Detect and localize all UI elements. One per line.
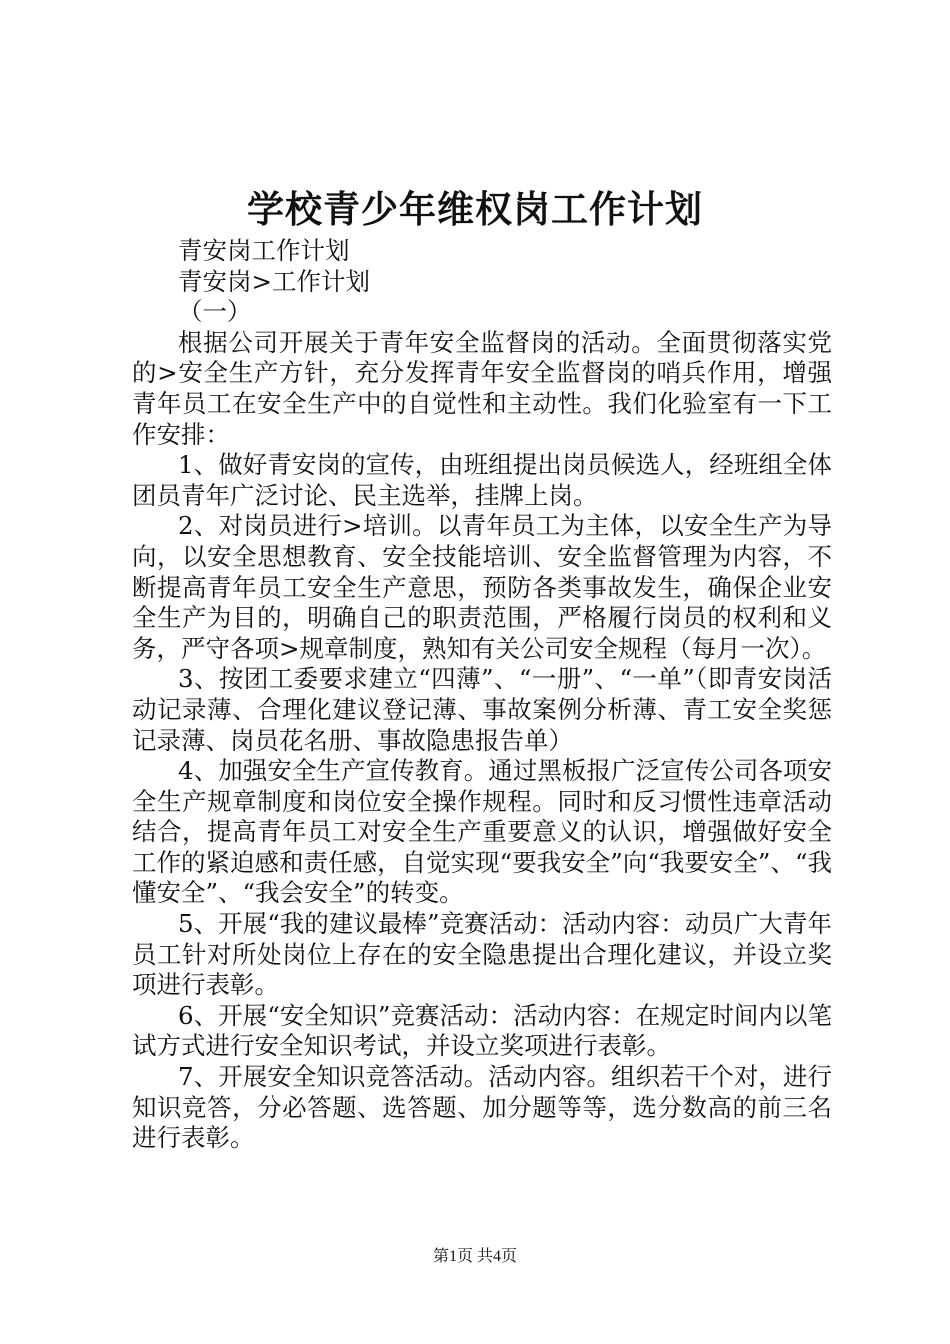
page-title: 学校青少年维权岗工作计划 xyxy=(247,187,703,231)
paragraph-item-4: 4、加强安全生产宣传教育。通过黑板报广泛宣传公司各项安全生产规章制度和岗位安全操作规程。同时和反习惯性违章活动结合，提高青年员工对安全生产重要意义的认识，增强做好安全工作的紧迫感和责任感，自觉实现“要我安全”向“我要安全”、“我懂安全”、“我会安全”的转变。 xyxy=(132,756,832,908)
paragraph-item-5: 5、开展“我的建议最棒”竞赛活动：活动内容：动员广大青年员工针对所处岗位上存在的安全隐患提出合理化建议，并设立奖项进行表彰。 xyxy=(132,909,832,1000)
paragraph-intro: 根据公司开展关于青年安全监督岗的活动。全面贯彻落实党的>安全生产方针，充分发挥青年安全监督岗的哨兵作用，增强青年员工在安全生产中的自觉性和主动性。我们化验室有一下工作安排： xyxy=(132,327,832,449)
subtitle-line: 青安岗工作计划 xyxy=(178,236,350,265)
subtitle-line: 青安岗>工作计划 xyxy=(178,266,371,296)
document-body xyxy=(132,236,832,1154)
paragraph-item-1: 1、做好青安岗的宣传，由班组提出岗员候选人，经班组全体团员青年广泛讨论、民主选举，挂牌上岗。 xyxy=(132,450,832,510)
page-indicator: 第1页 共4页 xyxy=(432,1248,517,1265)
section-number: （一） xyxy=(178,297,252,327)
paragraph-item-6: 6、开展“安全知识”竞赛活动：活动内容：在规定时间内以笔试方式进行安全知识考试，并设立奖项进行表彰。 xyxy=(132,1000,832,1061)
paragraph-item-2: 2、对岗员进行>培训。以青年员工为主体，以安全生产为导向，以安全思想教育、安全技能培训、安全监督管理为内容，不断提高青年员工安全生产意思，预防各类事故发生，确保企业安全生产为目的，明确自己的职责范围，严格履行岗员的权利和义务，严守各项>规章制度，熟知有关公司安全规程（每月一次）。 xyxy=(132,511,832,663)
paragraph-item-3: 3、按团工委要求建立“四薄”、“一册”、“一单”（即青安岗活动记录薄、合理化建议登记薄、事故案例分析薄、青工安全奖惩记录薄、岗员花名册、事故隐患报告单） xyxy=(132,664,832,755)
paragraph-item-7: 7、开展安全知识竞答活动。活动内容。组织若干个对，进行知识竞答，分必答题、选答题、加分题等等，选分数高的前三名进行表彰。 xyxy=(132,1062,832,1153)
